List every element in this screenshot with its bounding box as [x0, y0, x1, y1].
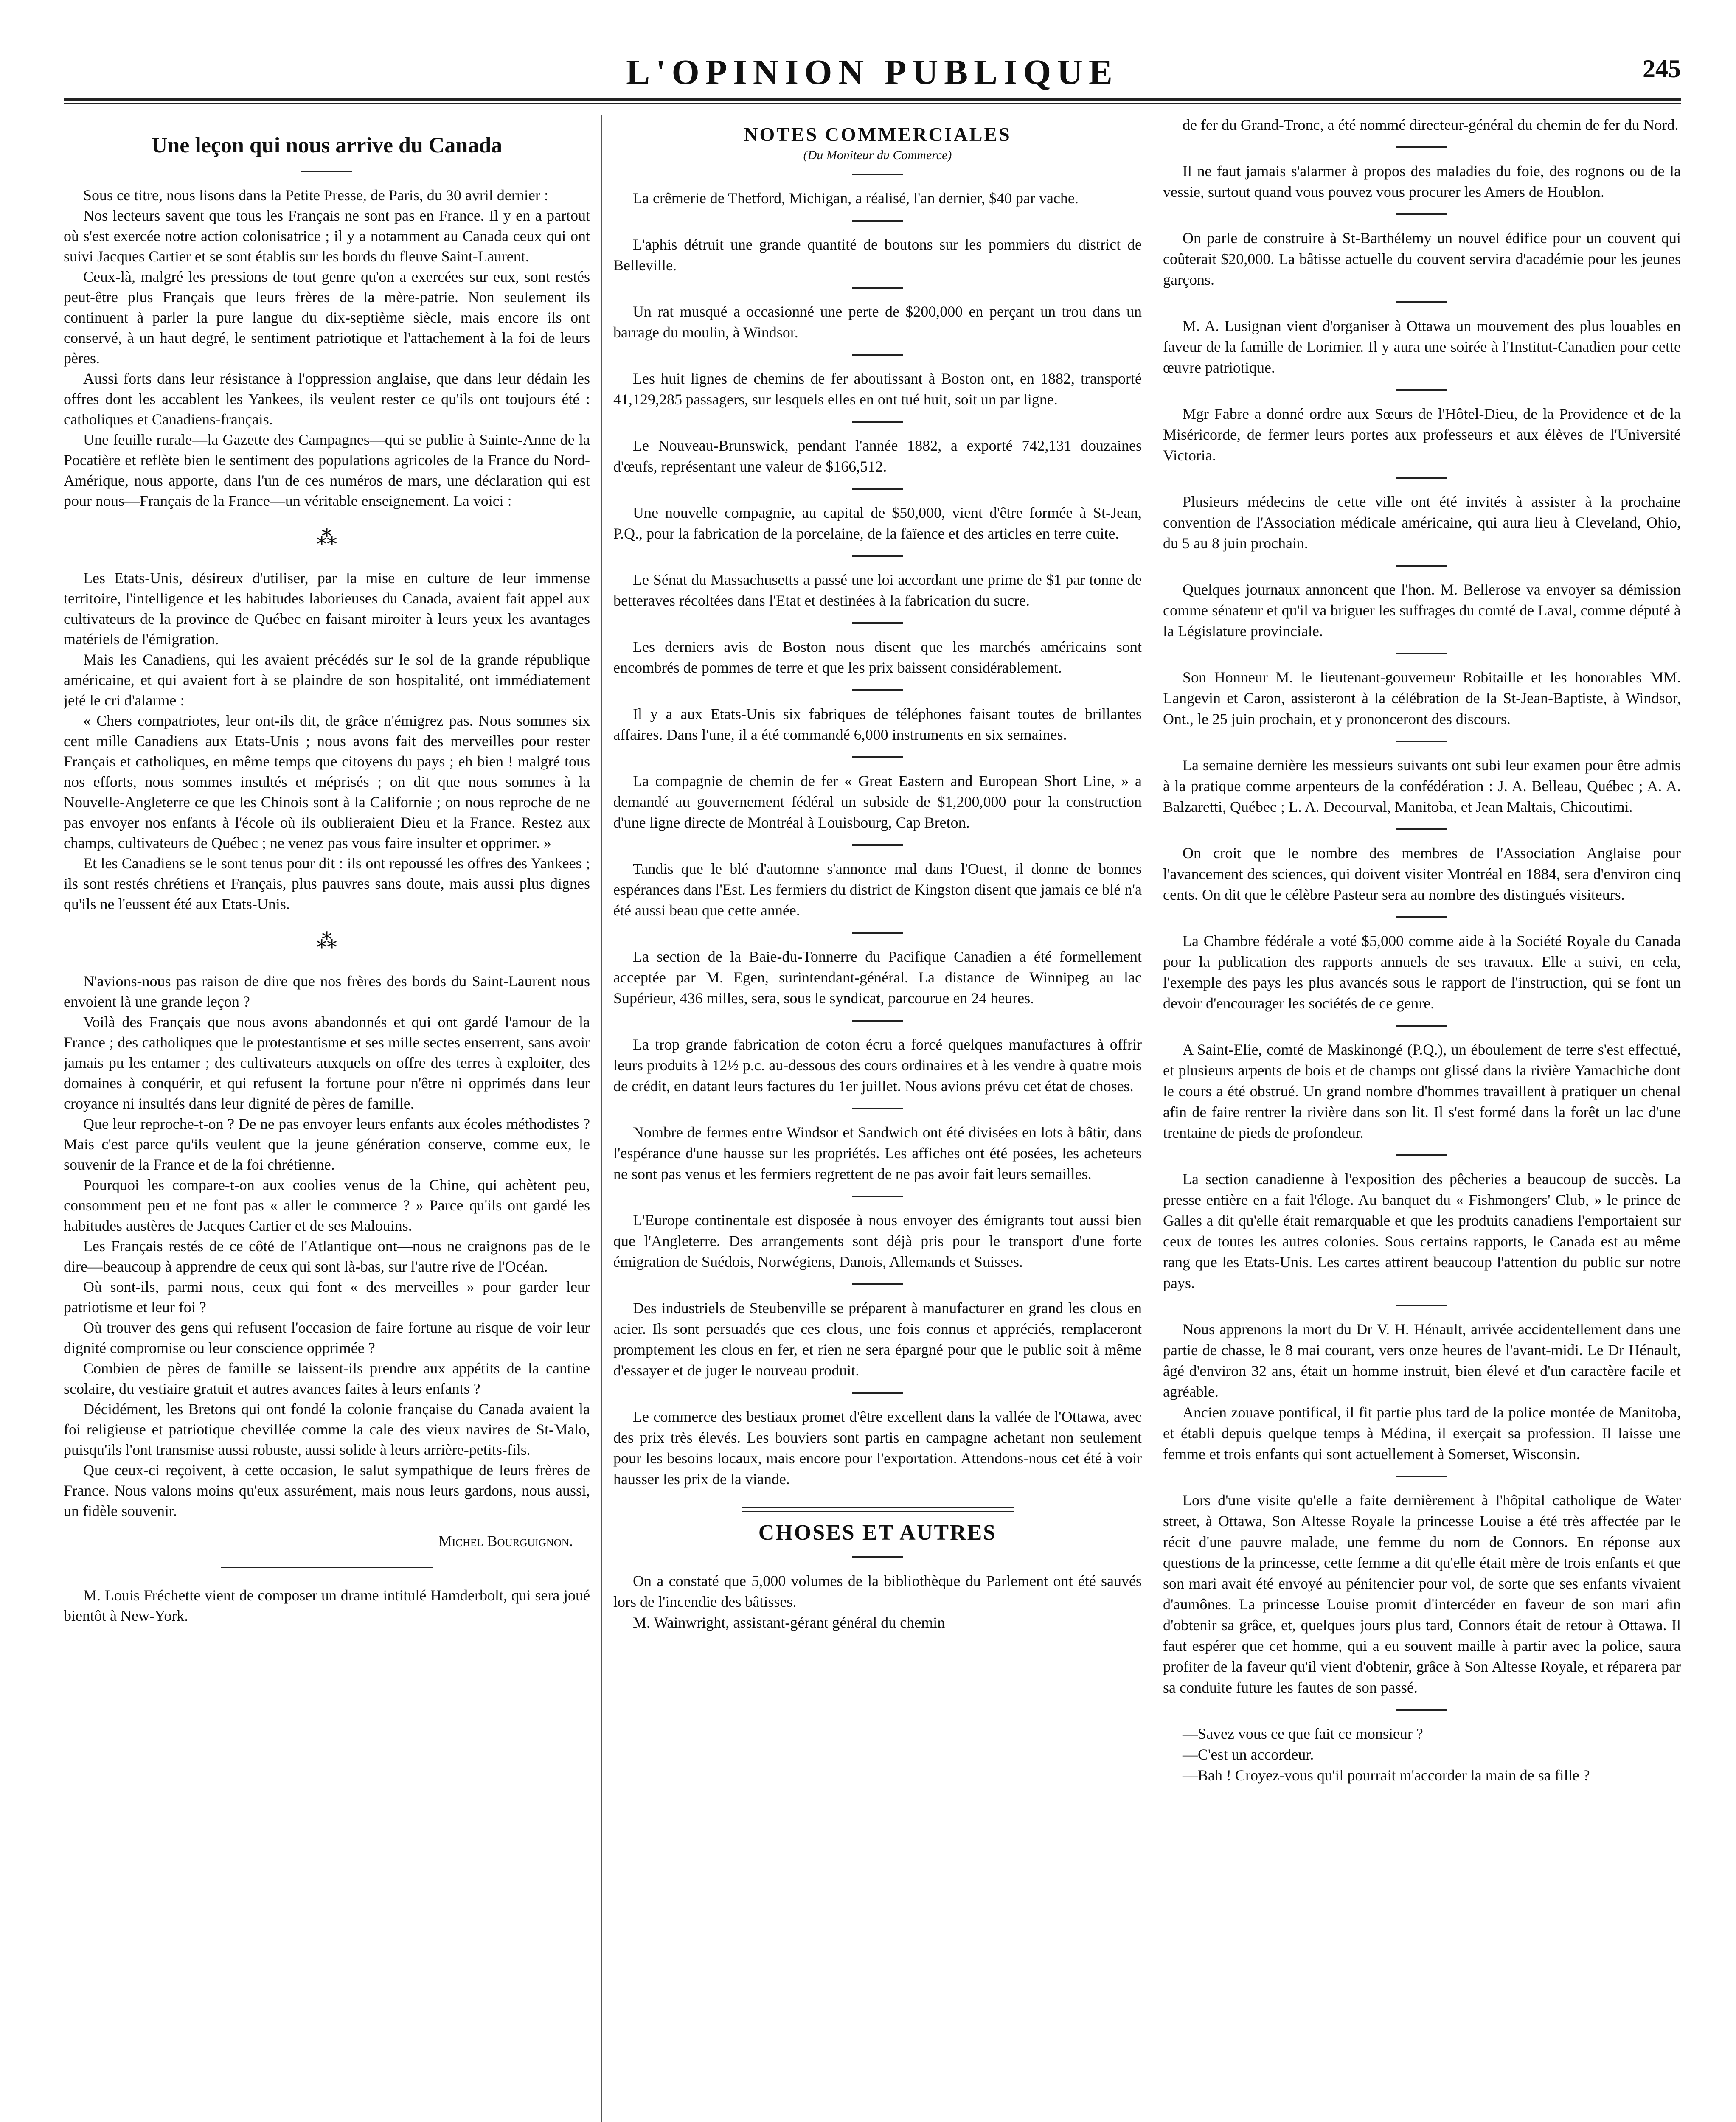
paragraph: On parle de construire à St-Barthélemy un nouvel édifice pour un couvent qui coûterait $20,000. La bâtisse actuelle du couvent servira d'académie pour les jeunes garçons. — [1163, 230, 1681, 288]
paragraph: Aussi forts dans leur résistance à l'oppression anglaise, que dans leur dédain les offres dont les accablent les Yankees, ils veulent rester ce qu'ils ont toujours été : catholiques et Canadiens-français. — [64, 370, 590, 428]
paragraph: Pourquoi les compare-t-on aux coolies venus de la Chine, qui achètent peu, consomment peu et ne font pas « aller le commerce ? » Parce qu'ils ont gardé les habitudes austères de Jacques Cartier et de ses Malouins. — [64, 1176, 590, 1234]
paragraph: Nous apprenons la mort du Dr V. H. Hénault, arrivée accidentellement dans une partie de chasse, le 8 mai courant, vers onze heures de l'avant-midi. Le Dr Hénault, âgé d'environ 32 ans, était un homme instruit, bien élevé et d'un caractère facile et agréable. — [1163, 1321, 1681, 1400]
paragraph: Il ne faut jamais s'alarmer à propos des maladies du foie, des rognons ou de la vessie, surtout quand vous pouvez vous procurer les Amers de Houblon. — [1163, 163, 1681, 200]
paragraph: On croit que le nombre des membres de l'Association Anglaise pour l'avancement des sciences, qui doivent visiter Montréal en 1884, sera d'environ cinq cents. On dit que le célèbre Pasteur sera au nombre des distingués visiteurs. — [1163, 845, 1681, 903]
item-rule — [852, 1020, 903, 1022]
item-rule — [1396, 565, 1447, 567]
paragraph: Tandis que le blé d'automne s'annonce mal dans l'Ouest, il donne de bonnes espérances dans l'Est. Les fermiers du district de Kingston disent que jamais ce blé n'a été aussi beau que cette année. — [613, 860, 1142, 919]
paragraph: Une feuille rurale—la Gazette des Campagnes—qui se publie à Sainte-Anne de la Pocatière et reflète bien le sentiment des populations agricoles de la France du Nord-Amérique, nous apporte, dans l'un de ces numéros de mars, une déclaration qui est pour nous—Français de la France—un véritable enseignement. La voici : — [64, 431, 590, 509]
article-section-b — [64, 568, 590, 914]
paragraph: Combien de pères de famille se laissent-ils prendre aux appétits de la cantine scolaire, du vestiaire gratuit et autres avances faites à leurs enfants ? — [64, 1360, 590, 1397]
paragraph: Nos lecteurs savent que tous les Français ne sont pas en France. Il y en a partout où s'est exercée notre action colonisatrice ; il y a notamment au Canada ceux qui ont suivi Jacques Cartier et se sont établis sur les bords du fleuve Saint-Laurent. — [64, 207, 590, 265]
section-rule — [852, 1556, 903, 1558]
paragraph: Les derniers avis de Boston nous disent que les marchés américains sont encombrés de pommes de terre et que les prix baissent considérablement. — [613, 638, 1142, 676]
item-rule — [852, 844, 903, 846]
notes-list — [613, 188, 1142, 1490]
article-section-a — [64, 205, 590, 511]
section-subtitle: (Du Moniteur du Commerce) — [803, 148, 952, 162]
brief-note: M. Louis Fréchette vient de composer un drame intitulé Hamderbolt, qui sera joué bientôt à New-York. — [64, 1587, 590, 1624]
item-rule — [852, 488, 903, 490]
section-ornament: ⁂ — [317, 930, 337, 952]
paragraph: Il y a aux Etats-Unis six fabriques de téléphones faisant toutes de brillantes affaires. Dans l'une, il a été commandé 6,000 instruments en six semaines. — [613, 705, 1142, 743]
paragraph: Les Etats-Unis, désireux d'utiliser, par la mise en culture de leur immense territoire, l'intelligence et les habitudes laborieuses du Canada, avaient fait appel aux cultivateurs de la province de Québec en faisant miroiter à leurs yeux les avantages matériels de l'émigration. — [64, 570, 590, 648]
paragraph: La crêmerie de Thetford, Michigan, a réalisé, l'an dernier, $40 par vache. — [633, 190, 1079, 207]
item-rule — [1396, 301, 1447, 303]
section-rule — [852, 174, 903, 175]
item-rule — [1396, 213, 1447, 215]
paragraph: Que leur reproche-t-on ? De ne pas envoyer leurs enfants aux écoles méthodistes ? Mais c'est parce qu'ils veulent que la jeune génération conserve, comme eux, le souvenir de la France et de la foi chrétienne. — [64, 1115, 590, 1173]
paragraph: On a constaté que 5,000 volumes de la bibliothèque du Parlement ont été sauvés lors de l'incendie des bâtisses. — [613, 1572, 1142, 1610]
item-rule — [1396, 741, 1447, 742]
paragraph: L'Europe continentale est disposée à nous envoyer des émigrants tout aussi bien que l'Angleterre. Des arrangements sont déjà pris pour le transport d'une forte émigration de Suédois, Norwégiens, Danois, Allemands et Suisses. — [613, 1212, 1142, 1270]
paragraph: Mgr Fabre a donné ordre aux Sœurs de l'Hôtel-Dieu, de la Providence et de la Miséricorde, de fermer leurs portes aux professeurs et aux élèves de l'Université Victoria. — [1163, 405, 1681, 464]
paragraph: Mais les Canadiens, qui les avaient précédés sur le sol de la grande république américaine, et qui avaient fort à se plaindre de son hospitalité, ont immédiatement jeté le cri d'alarme : — [64, 651, 590, 709]
paragraph: L'aphis détruit une grande quantité de boutons sur les pommiers du district de Belleville. — [613, 236, 1142, 274]
item-rule — [1396, 1025, 1447, 1027]
paragraph: Plusieurs médecins de cette ville ont été invités à assister à la prochaine convention de l'Association médicale américaine, qui aura lieu à Cleveland, Ohio, du 5 au 8 juin prochain. — [1163, 493, 1681, 552]
paragraph: A Saint-Elie, comté de Maskinongé (P.Q.), un éboulement de terre s'est effectué, et plusieurs arpents de bois et de champs ont glissé dans la rivière Yamachiche dont le cours a été obstrué. Un grand nombre d'hommes travaillent à pratiquer un chenal afin de faire rentrer la rivière dans son lit. Il s'est formé dans la forêt un lac d'une trentaine de pieds de profondeur. — [1163, 1041, 1681, 1141]
paragraph: Que ceux-ci reçoivent, à cette occasion, le salut sympathique de leurs frères de France. Nous valons moins qu'eux assurément, mais nous leurs gardons, nous aussi, un fidèle souvenir. — [64, 1462, 590, 1519]
paragraph: La compagnie de chemin de fer « Great Eastern and European Short Line, » a demandé au gouvernement fédéral un subside de $1,200,000 pour la construction d'une ligne directe de Montréal à Louisbourg, Cap Breton. — [613, 772, 1142, 831]
paragraph: Où sont-ils, parmi nous, ceux qui font « des merveilles » pour garder leur patriotisme et leur foi ? — [64, 1278, 590, 1316]
paragraph: Où trouver des gens qui refusent l'occasion de faire fortune au risque de voir leur dignité compromise ou leur conscience opprimée ? — [64, 1319, 590, 1356]
paragraph: Décidément, les Bretons qui ont fondé la colonie française du Canada avaient la foi religieuse et patriotique chevillée comme la cale des vieux navires de St-Malo, puisqu'ils l'ont transmise aussi robuste, aussi solide à leurs arrière-petits-fils. — [64, 1401, 590, 1458]
news-item: Lors d'une visite qu'elle a faite dernièrement à l'hôpital catholique de Water street, à Ottawa, Son Altesse Royale la princesse Louise a été très affectée par le récit d'une pauvre malade, une femme du nom de Connors. En réponse aux questions de la princesse, cette femme a dit qu'elle était mère de trois enfants et que son mari avait été envoyé au pénitencier pour vol, de sorte que ses enfants vivaient d'aumônes. La princesse Louise promit d'intercéder en faveur de son mari afin d'obtenir sa grâce, et, quelques jours plus tard, Connors était de retour à Ottawa. Il faut espérer que cet homme, qui a eu souvent maille à partir avec la police, saura profiter de la faveur qu'il vient d'obtenir, grâce à Son Altesse Royale, et réparera par sa conduite future les fautes de son passé. — [1163, 1492, 1681, 1696]
item-rule — [852, 354, 903, 356]
masthead-title: L'OPINION PUBLIQUE — [626, 52, 1118, 92]
paragraph: de fer du Grand-Tronc, a été nommé directeur-général du chemin de fer du Nord. — [1183, 116, 1679, 133]
paragraph: Des industriels de Steubenville se préparent à manufacturer en grand les clous en acier. Ils sont persuadés que ces clous, une fois connus et appréciés, remplaceront promptement les clous en fer, et rien ne sera épargné pour que le public soit à même d'essayer et de juger le nouveau produit. — [613, 1300, 1142, 1379]
news-item: Ancien zouave pontifical, il fit partie plus tard de la police montée de Manitoba, et établi depuis quelque temps à Médina, il exerçait sa profession. Il laisse une femme et trois enfants qui sont actuellement à Somerset, Wisconsin. — [1163, 1404, 1681, 1462]
dialogue — [1163, 1723, 1681, 1786]
article-intro: Sous ce titre, nous lisons dans la Petite Presse, de Paris, du 30 avril dernier : — [83, 187, 548, 204]
article-section-c — [64, 971, 590, 1521]
item-rule — [852, 1196, 903, 1197]
paragraph: La section canadienne à l'exposition des pêcheries a beaucoup de succès. La presse entière en a fait l'éloge. Au banquet du « Fishmongers' Club, » le prince de Galles a dit qu'elle était remarquable et que les produits canadiens l'emportaient sur ceux de toutes les autres colonies. Sous certains rapports, le Canada est au même rang que les Etats-Unis. Les cartes attirent beaucoup l'attention du public sur notre pays. — [1163, 1170, 1681, 1291]
paragraph: —Bah ! Croyez-vous qu'il pourrait m'accorder la main de sa fille ? — [1183, 1767, 1590, 1784]
item-rule — [1396, 1305, 1447, 1306]
section-title-choses: CHOSES ET AUTRES — [758, 1521, 997, 1545]
column-3 — [1163, 115, 1681, 2122]
paragraph: Un rat musqué a occasionné une perte de $200,000 en perçant un trou dans un barrage du moulin, à Windsor. — [613, 303, 1142, 341]
masthead-rule — [64, 98, 1681, 101]
article-headline: Une leçon qui nous arrive du Canada — [151, 133, 503, 157]
choses-list — [613, 1571, 1142, 1633]
item-rule — [1396, 1154, 1447, 1156]
item-rule — [852, 756, 903, 758]
item-rule — [852, 421, 903, 423]
paragraph: N'avions-nous pas raison de dire que nos frères des bords du Saint-Laurent nous envoient là une grande leçon ? — [64, 973, 590, 1010]
item-rule — [852, 1392, 903, 1394]
paragraph: M. A. Lusignan vient d'organiser à Ottawa un mouvement des plus louables en faveur de la famille de Lorimier. Il y aura une soirée à l'Institut-Canadien pour cette œuvre patriotique. — [1163, 317, 1681, 376]
paragraph: Le Nouveau-Brunswick, pendant l'année 1882, a exporté 742,131 douzaines d'œufs, représentant une valeur de $166,512. — [613, 437, 1142, 475]
news-list — [1163, 115, 1681, 1402]
item-rule — [852, 622, 903, 624]
paragraph: Quelques journaux annoncent que l'hon. M. Bellerose va envoyer sa démission comme sénateur et qu'il va briguer les suffrages du comté de Laval, comme député à la Législature provinciale. — [1163, 581, 1681, 640]
paragraph: Le Sénat du Massachusetts a passé une loi accordant une prime de $1 par tonne de betteraves récoltées dans l'Etat et destinées à la fabrication du sucre. — [613, 571, 1142, 609]
column-divider — [601, 115, 602, 2122]
paragraph: —Savez vous ce que fait ce monsieur ? — [1183, 1725, 1423, 1742]
item-rule — [1396, 389, 1447, 391]
item-rule — [1396, 916, 1447, 918]
choses-rule-thin — [742, 1511, 1014, 1512]
paragraph: La semaine dernière les messieurs suivants ont subi leur examen pour être admis à la pratique comme arpenteurs de la confédération : J. A. Belleau, Québec ; A. A. Balzaretti, Québec ; L. A. Decourval, Manitoba, et Jean Maltais, Chicoutimi. — [1163, 757, 1681, 815]
item-rule — [852, 220, 903, 222]
item-rule — [1396, 653, 1447, 654]
section-ornament: ⁂ — [317, 527, 337, 549]
paragraph: « Chers compatriotes, leur ont-ils dit, de grâce n'émigrez pas. Nous sommes six cent mille Canadiens aux Etats-Unis ; nous avons fait des merveilles pour rester Français et catholiques, en même temps que citoyens du pays ; eh bien ! malgré tous nos efforts, nous sommes insultés et méprisés ; on dit que nous sommes à la Nouvelle-Angleterre ce que les Chinois sont à la Californie ; on nous reproche de ne pas envoyer nos enfants à l'école où ils oublieraient Dieu et la France. Restez aux champs, cultivateurs de Québec ; ne venez pas vous faire insulter et opprimer. » — [64, 712, 590, 851]
item-rule — [852, 555, 903, 557]
paragraph: Voilà des Français que nous avons abandonnés et qui ont gardé l'amour de la France ; des catholiques que le protestantisme et ses mille sectes enserrent, sans avoir jamais pu les entamer ; des cultivateurs auxquels on offre des terres à exploiter, des domaines à conquérir, et qui refusent la fortune pour n'être ni opprimés dans leur croyance ni insultés dans leur dignité de pères de famille. — [64, 1013, 590, 1112]
item-rule — [1396, 1476, 1447, 1477]
item-rule — [852, 287, 903, 289]
item-rule — [852, 1283, 903, 1285]
item-rule — [1396, 1709, 1447, 1711]
choses-rule — [742, 1507, 1014, 1508]
paragraph: Les Français restés de ce côté de l'Atlantique ont—nous ne craignons pas de le dire—beaucoup à apprendre de ceux qui sont là-bas, sur l'autre rive de l'Océan. — [64, 1238, 590, 1275]
paragraph: Nombre de fermes entre Windsor et Sandwich ont été divisées en lots à bâtir, dans l'espérance d'une hausse sur les propriétés. Les affiches ont été posées, les acheteurs ne sont pas venus et les fermiers regrettent de ne pas avoir fait leurs semailles. — [613, 1124, 1142, 1182]
item-rule — [852, 689, 903, 691]
column-1 — [64, 115, 590, 2122]
item-rule — [1396, 477, 1447, 479]
item-rule — [1396, 828, 1447, 830]
page-number: 245 — [1643, 55, 1681, 83]
paragraph: Ceux-là, malgré les pressions de tout genre qu'on a exercées sur eux, sont restés peut-être plus Français que leurs frères de la mère-patrie. Non seulement ils continuent à parler la pure langue du dix-septième siècle, mais encore ils ont conservé, à un haut degré, le sentiment patriotique et l'attachement à la foi de leurs pères. — [64, 268, 590, 367]
paragraph: Les huit lignes de chemins de fer aboutissant à Boston ont, en 1882, transporté 41,129,285 passagers, sur lesquels elles en ont tué huit, soit un par ligne. — [613, 370, 1142, 408]
paragraph: La trop grande fabrication de coton écru a forcé quelques manufactures à offrir leurs produits à 12½ p.c. au-dessous des cours ordinaires et à les vendre à quatre mois de crédit, en datant leurs factures du 1er juillet. Nous avions prévu cet état de choses. — [613, 1036, 1142, 1095]
masthead-rule-thin — [64, 103, 1681, 104]
paragraph: Une nouvelle compagnie, au capital de $50,000, vient d'être formée à St-Jean, P.Q., pour la fabrication de la porcelaine, de la faïence et des articles en terre cuite. — [613, 504, 1142, 542]
paragraph: Et les Canadiens se le sont tenus pour dit : ils ont repoussé les offres des Yankees ; ils sont restés chrétiens et Français, plus pauvres sans doute, mais aussi plus dignes qu'ils ne l'eussent été aux Etats-Unis. — [64, 855, 590, 912]
paragraph: Le commerce des bestiaux promet d'être excellent dans la vallée de l'Ottawa, avec des prix très élevés. Les bouviers sont partis en campagne achetant non seulement pour les besoins locaux, mais encore pour l'exportation. Attendons-nous cet été à voir hausser les prix de la viande. — [613, 1408, 1142, 1488]
paragraph: Son Honneur M. le lieutenant-gouverneur Robitaille et les honorables MM. Langevin et Caron, assisteront à la célébration de la St-Jean-Baptiste, à Windsor, Ont., le 25 juin prochain, et y prononceront des discours. — [1163, 669, 1681, 727]
paragraph: M. Wainwright, assistant-gérant général du chemin — [633, 1614, 945, 1631]
paragraph: La Chambre fédérale a voté $5,000 comme aide à la Société Royale du Canada pour la publication des rapports annuels de ses travaux. Elle a suivi, en cela, l'exemple des pays les plus avancés sous le rapport de l'instruction, qui se font un devoir d'encourager les sociétés de ce genre. — [1163, 932, 1681, 1012]
masthead — [64, 47, 1681, 98]
paragraph: La section de la Baie-du-Tonnerre du Pacifique Canadien a été formellement acceptée par M. Egen, surintendant-général. La distance de Winnipeg au lac Supérieur, 436 milles, sera, sous le syndicat, parcourue en 24 heures. — [613, 948, 1142, 1007]
headline-rule — [301, 171, 352, 172]
section-title-notes: NOTES COMMERCIALES — [744, 124, 1011, 145]
item-rule — [852, 1108, 903, 1109]
paragraph: —C'est un accordeur. — [1183, 1746, 1314, 1763]
item-rule — [1396, 146, 1447, 148]
item-rule — [852, 932, 903, 934]
column-2 — [613, 115, 1142, 2122]
article-end-rule — [221, 1567, 433, 1568]
article-signature: Michel Bourguignon. — [438, 1533, 573, 1549]
